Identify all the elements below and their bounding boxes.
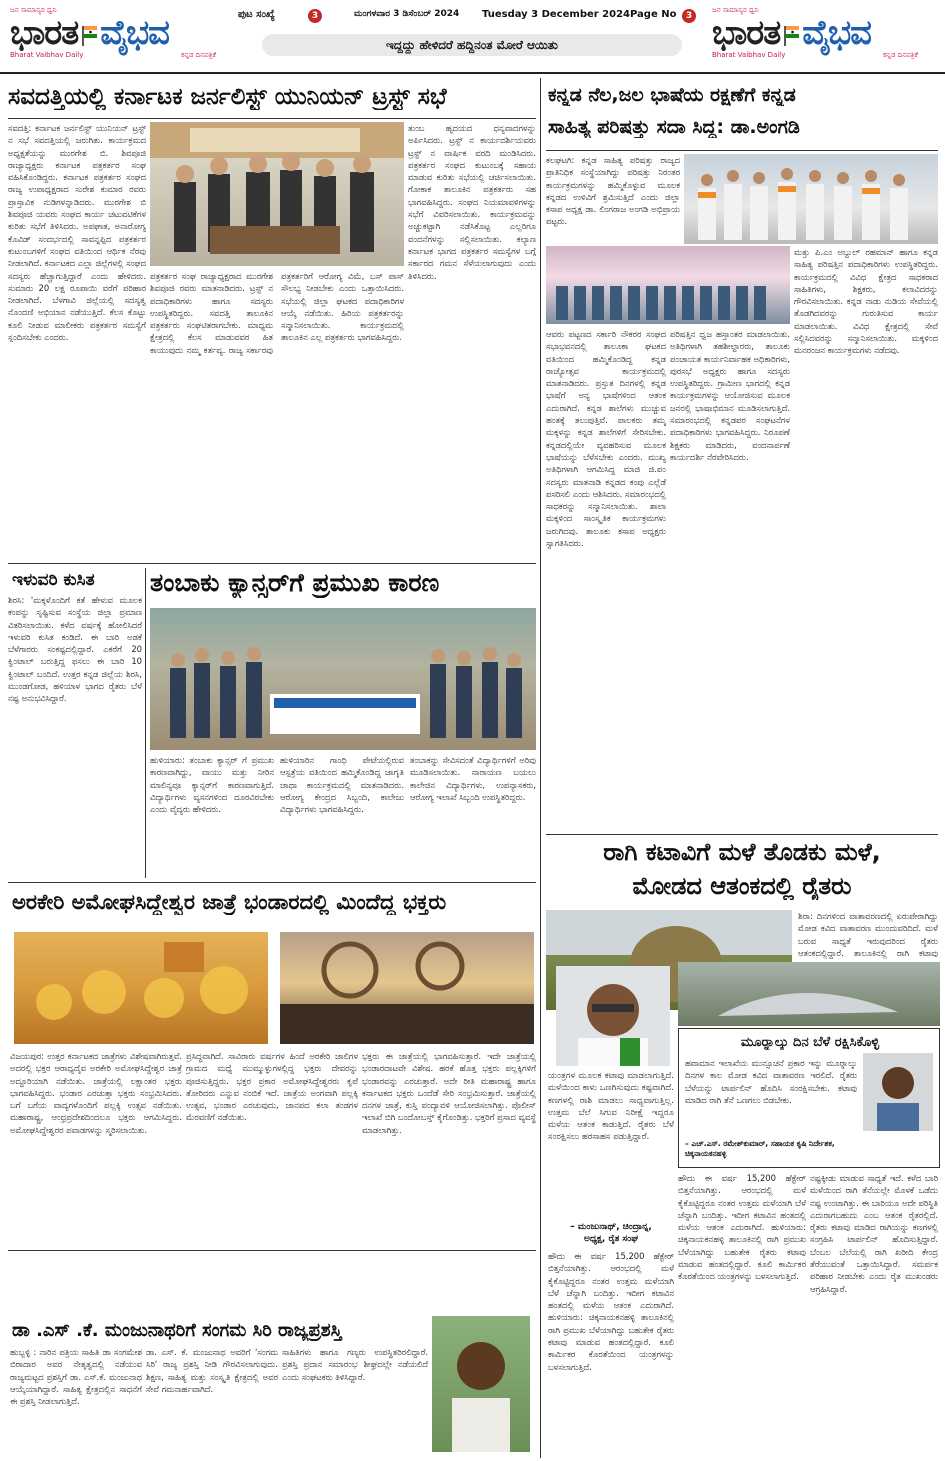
rule bbox=[8, 1250, 536, 1251]
news-photo bbox=[546, 246, 790, 324]
story-body: ನಷ್ಟಕ್ಕೀಡು ಮಾಡುವ ಸಾಧ್ಯತೆ ಇದೆ. ಕಳೆದ ಬಾರಿ ಮಳೆಯಿಂದ ರಾಗಿ ತೆನೆಯಲ್ಲೇ ಮೊಳಕೆ ಒಡೆದು ನಷ್ಟ ಉಂಟಾಗಿತ್ತು. ಈ ಬಾರಿಯೂ ಅದೇ ಪರಿಸ್ಥಿತಿ ಎದುರಾಗಬಹುದು ಎಂಬ ಆತಂಕ ರೈತರಲ್ಲಿದೆ. ರೈತರು ಕಟಾವು ಮಾಡಿದ ರಾಗಿಯನ್ನು ಕಣಗಳಲ್ಲಿ ಸಂಗ್ರಹಿಸಿ ಟಾರ್ಪಲಿನ್ ಹೊದಿಸುತ್ತಿದ್ದಾರೆ. ಬೆಂಬಲ ಬೆಲೆಯಲ್ಲಿ ರಾಗಿ ಖರೀದಿ ಕೇಂದ್ರ ತೆರೆಯುವಂತೆ ಒತ್ತಾಯಿಸಿದ್ದಾರೆ. ಸಮರ್ಪಕ ಪರಿಹಾರ ನೀಡಬೇಕು ಎಂದು ರೈತ ಮುಖಂಡರು ಆಗ್ರಹಿಸಿದ್ದಾರೆ. bbox=[810, 1173, 938, 1294]
story-body: ತಂಬಾಕನ್ನು ಸೇವಿಸದಂತೆ ವಿದ್ಯಾರ್ಥಿಗಳಿಗೆ ಅರಿವು ಮೂಡಿಸಲಾಯಿತು. ನಾರಾಯಣ ಬಯಲು ಕಾಲೇಜಿನ ವಿದ್ಯಾರ್ಥಿಗಳು, ಉಪನ್ಯಾಸಕರು, ಆರೋಗ್ಯ ಇಲಾಖೆ ಸಿಬ್ಬಂದಿ ಉಪಸ್ಥಿತರಿದ್ದರು. bbox=[410, 755, 536, 802]
news-photo bbox=[14, 932, 268, 1044]
story-headline-line1: ಕನ್ನಡ ನೆಲ,ಜಲ ಭಾಷೆಯ ರಕ್ಷಣೆಗೆ ಕನ್ನಡ bbox=[548, 84, 796, 106]
date-kn: ಮಂಗಳವಾರ 3 ಡಿಸೆಂಬರ್ 2024 bbox=[354, 9, 460, 19]
story-body: ಮತ್ತು ಪಿ.ಎಂ ಅಬ್ದುಲ್ ರಹಮಾನ್ ಹಾಗೂ ಕನ್ನಡ ಸಾಹಿತ್ಯ ಪರಿಷತ್ತಿನ ಪದಾಧಿಕಾರಿಗಳು ಉಪಸ್ಥಿತರಿದ್ದರು. ಕಾರ್ಯಕ್ರಮದಲ್ಲಿ ವಿವಿಧ ಕ್ಷೇತ್ರದ ಸಾಧಕರಾದ ಸಾಹಿತಿಗಳು, ಶಿಕ್ಷಕರು, ಕಲಾವಿದರನ್ನು ಗೌರವಿಸಲಾಯಿತು. ಕನ್ನಡ ನಾಡು ನುಡಿಯ ಸೇವೆಯಲ್ಲಿ ತೊಡಗಿದವರನ್ನು ಗುರುತಿಸುವ ಕಾರ್ಯ ಮಾಡಲಾಯಿತು. ವಿವಿಧ ಕ್ಷೇತ್ರದಲ್ಲಿ ಸೇವೆ ಸಲ್ಲಿಸಿದವರನ್ನು ಸನ್ಮಾನಿಸಲಾಯಿತು. ಮಕ್ಕಳಿಂದ ಮನರಂಜನ ಕಾರ್ಯಕ್ರಮಗಳು ನಡೆದವು. bbox=[794, 247, 938, 356]
stage-photo-illustration bbox=[684, 154, 938, 244]
rule bbox=[8, 882, 536, 883]
advice-title: ಮೂರ್‍ನಾಲ್ಕು ದಿನ ಬೆಳೆ ರಕ್ಷಿಸಿಕೊಳ್ಳಿ bbox=[740, 1035, 880, 1050]
column-divider bbox=[540, 78, 541, 1458]
news-photo bbox=[678, 962, 940, 1026]
logo-tagline: ಜನ ಸಾಮಾನ್ಯರ ಧ್ವನಿ bbox=[712, 6, 759, 14]
rule bbox=[8, 118, 536, 119]
story-headline: ಡಾ .ಎಸ್ .ಕೆ. ಮಂಜುನಾಥರಿಗೆ ಸಂಗಮ ಸಿರಿ ರಾಜ್ಯಪ್ರಶಸ್ತಿ bbox=[12, 1320, 342, 1341]
festival-photo-illustration bbox=[14, 932, 268, 1044]
quote-author: – ಮಂಜುನಾಥ್, ಚಿಂದ್ರಾನ್ನ, bbox=[570, 1222, 652, 1232]
news-photo bbox=[150, 608, 536, 750]
story-body: ಪರಿಷತ್ತಿನ ಧ್ವಜ ಹಸ್ತಾಂತರ ಮಾಡಲಾಯಿತು. ಅತಿಥಿಗಳಾಗಿ ತಹಶೀಲ್ದಾರರು, ತಾಲೂಕು ಪಂಚಾಯತ ಕಾರ್ಯನಿರ್ವಾಹಕ ಅಧಿಕಾರಿಗಳು, ಪುರಸಭೆ ಅಧ್ಯಕ್ಷರು ಹಾಗೂ ಸದಸ್ಯರು ಉಪಸ್ಥಿತರಿದ್ದರು. ಗ್ರಾಮೀಣ ಭಾಗದಲ್ಲಿ ಕನ್ನಡ ಕಾರ್ಯಕ್ರಮಗಳನ್ನು ಆಯೋಜಿಸುವ ಮೂಲಕ ಜನರಲ್ಲಿ ಭಾಷಾಭಿಮಾನ ಮೂಡಿಸಲಾಗುತ್ತಿದೆ. ಸಮಾರಂಭದಲ್ಲಿ ಕನ್ನಡಪರ ಸಂಘಟನೆಗಳ ಪದಾಧಿಕಾರಿಗಳು ಭಾಗವಹಿಸಿದ್ದರು. ನಿರೂಪಣೆ ಶಿಕ್ಷಕರು ಮಾಡಿದರು, ವಂದನಾರ್ಪಣೆ ಕಾರ್ಯದರ್ಶಿ ನೆರವೇರಿಸಿದರು. bbox=[670, 329, 790, 462]
story-body: ಪತ್ರಕರ್ತರ ಸಂಘ ರಾಜ್ಯಾಧ್ಯಕ್ಷರಾದ ಮುರಗೇಶ ಶಿವಪೂಜಿ ರವರು ಮಾತನಾಡಿದರು. ಟ್ರಸ್ಟ್ ನ ಪದಾಧಿಕಾರಿಗಳು ಹಾಗೂ ಸದಸ್ಯರು ಉಪಸ್ಥಿತರಿದ್ದರು. ಸವದತ್ತಿ ತಾಲೂಕಿನ ಪತ್ರಕರ್ತರು ಸಂಘಟಿತರಾಗಬೇಕು. ಮಾಧ್ಯಮ ಕ್ಷೇತ್ರದಲ್ಲಿ ಕೆಲಸ ಮಾಡುವವರ ಹಿತ ಕಾಯುವುದು ನಮ್ಮ ಕರ್ತವ್ಯ. ರಾಜ್ಯ ಸರ್ಕಾರವು ಪತ್ರಕರ್ತರಿಗೆ ಆರೋಗ್ಯ ವಿಮೆ, ಬಸ್ ಪಾಸ್ ಸೌಲಭ್ಯ ನೀಡಬೇಕು ಎಂದು ಒತ್ತಾಯಿಸಿದರು. ಸಭೆಯಲ್ಲಿ ಜಿಲ್ಲಾ ಘಟಕದ ಪದಾಧಿಕಾರಿಗಳ ಆಯ್ಕೆ ನಡೆಯಿತು. ಹಿರಿಯ ಪತ್ರಕರ್ತರನ್ನು ಸನ್ಮಾನಿಸಲಾಯಿತು. ಕಾರ್ಯಕ್ರಮದಲ್ಲಿ ತಾಲೂಕಿನ ಎಲ್ಲ ಪತ್ರಕರ್ತರು ಭಾಗವಹಿಸಿದ್ದರು. bbox=[150, 271, 404, 355]
story-body: ಹುಬ್ಬಳ್ಳಿ : ನಾರಿನ ಪತ್ರಿಯ ಸಾಹಿತಿ ಡಾ ಸಂಗಮೇಶ ಬಿರಾದಾರ ಅವರ ನೇತೃತ್ವದಲ್ಲಿ ನಡೆಯುವ ರಾಜ್ಯಮಟ್ಟದ ಪ್ರಶಸ್ತಿಗೆ ಡಾ. ಎಸ್.ಕೆ. ಮಂಜುನಾಥ ಆಯ್ಕೆಯಾಗಿದ್ದಾರೆ. ಸಾಹಿತ್ಯ ಕ್ಷೇತ್ರದಲ್ಲಿನ ಸಾಧನೆಗೆ ಈ ಪ್ರಶಸ್ತಿ ನೀಡಲಾಗುತ್ತಿದೆ. bbox=[10, 1347, 142, 1407]
portrait-photo bbox=[556, 966, 670, 1066]
story-body: ಹೌದು ಈ ವರ್ಷ 15,200 ಹೆಕ್ಟೇರ್ ಬಿತ್ತನೆಯಾಗಿತ್ತು. ಆರಂಭದಲ್ಲಿ ಮಳೆ ಕೈಕೊಟ್ಟಿದ್ದರೂ ನಂತರ ಉತ್ತಮ ಮಳೆಯಾಗಿ ಬೆಳೆ ಚೆನ್ನಾಗಿ ಬಂದಿತ್ತು. ಇದೀಗ ಕಟಾವಿನ ಹಂತದಲ್ಲಿ ಮಳೆಯ ಆತಂಕ ಎದುರಾಗಿದೆ. ಹುಳಿಯಾರು: ಚಿಕ್ಕನಾಯಕನಹಳ್ಳಿ ತಾಲೂಕಿನಲ್ಲಿ ರಾಗಿ ಪ್ರಮುಖ ಬೆಳೆಯಾಗಿದ್ದು ಬಹುತೇಕ ರೈತರು ಕಟಾವು ಮಾಡುವ ಹಂತದಲ್ಲಿದ್ದಾರೆ. ಕೂಲಿ ಕಾರ್ಮಿಕರ ಕೊರತೆಯಿಂದ ಯಂತ್ರಗಳನ್ನು ಬಳಸಲಾಗುತ್ತಿದೆ. bbox=[548, 1251, 674, 1372]
officer-portrait-illustration bbox=[863, 1053, 933, 1131]
logo-tagline: ಜನ ಸಾಮಾನ್ಯರ ಧ್ವನಿ bbox=[10, 6, 57, 14]
logo-name bbox=[10, 15, 230, 51]
story-headline: ತಂಬಾಕು ಕ್ಯಾನ್ಸರ್‌ಗೆ ಪ್ರಮುಖ ಕಾರಣ bbox=[150, 568, 440, 597]
flag-icon bbox=[782, 24, 800, 46]
portrait-illustration bbox=[432, 1316, 530, 1452]
story-body: ಶಿರಾ: ದಿನಗಳಿಂದ ವಾತಾವರಣದಲ್ಲಿ ಏರುಪೇರಾಗಿದ್ದು ಮೋಡ ಕವಿದ ವಾತಾವರಣ ಮುಂದುವರಿದಿದೆ. ಮಳೆ ಬರುವ ಸಾಧ್ಯತೆ ಇರುವುದರಿಂದ ರೈತರು ಆತಂಕದಲ್ಲಿದ್ದಾರೆ. ತಾಲೂಕಿನಲ್ಲಿ ರಾಗಿ ಕಟಾವು bbox=[798, 911, 938, 958]
story-body: ಕಲಘಟಗಿ: ಕನ್ನಡ ಸಾಹಿತ್ಯ ಪರಿಷತ್ತು ರಾಜ್ಯದ ಪ್ರಾತಿನಿಧಿಕ ಸಂಸ್ಥೆಯಾಗಿದ್ದು ಪರಿಷತ್ತು ನಿರಂತರ ಕಾರ್ಯಕ್ರಮಗಳನ್ನು ಹಮ್ಮಿಕೊಳ್ಳುವ ಮೂಲಕ ಕನ್ನಡದ ಉಳಿವಿಗೆ ಶ್ರಮಿಸುತ್ತಿದೆ ಎಂದು ಜಿಲ್ಲಾ ಕಸಾಪ ಅಧ್ಯಕ್ಷ ಡಾ. ಲಿಂಗರಾಜ ಅಂಗಡಿ ಅಭಿಪ್ರಾಯ ಪಟ್ಟರು. bbox=[546, 155, 680, 227]
page-label-en: Page No bbox=[630, 9, 677, 20]
story-body: ಭಕ್ತರು ಈ ಜಾತ್ರೆಯಲ್ಲಿ ಭಾಗವಹಿಸುತ್ತಾರೆ. ಇದೇ ಜಾತ್ರೆಯಲ್ಲಿ ಭಂಡಾರದಾಟವೇ ವಿಶೇಷ. ಹರಕೆ ಹೊತ್ತ ಭಕ್ತರು ಪಲ್ಲಕ್ಕಿಗಳಿಗೆ ಭಂಡಾರವನ್ನು ಎರಚುತ್ತಾರೆ. ಅದೇ ರೀತಿ ಮಹಾರಾಷ್ಟ್ರ ಹಾಗೂ ಕರ್ನಾಟಕದ ಭಕ್ತರು ಒಂದೆಡೆ ಸೇರಿ ಸಂಭ್ರಮಿಸುತ್ತಾರೆ. ಜಾತ್ರೆಯಲ್ಲಿ ದನಗಳ ಜಾತ್ರೆ, ಕುಸ್ತಿ ಪಂದ್ಯಾವಳಿ ಆಯೋಜಿಸಲಾಗಿತ್ತು. ಪೊಲೀಸ್ ಇಲಾಖೆ ಬಿಗಿ ಬಂದೋಬಸ್ತ್ ಕೈಗೊಂಡಿತ್ತು. ಭಕ್ತರಿಗೆ ಪ್ರಸಾದ ವ್ಯವಸ್ಥೆ ಮಾಡಲಾಗಿತ್ತು. bbox=[362, 1051, 536, 1135]
story-body: ಹುಳಿಯಾರಿನ ಗಾಂಧಿ ಪೇಟೆಯಲ್ಲಿರುವ ಆಸ್ಪತ್ರೆಯ ವತಿಯಿಂದ ಹಮ್ಮಿಕೊಂಡಿದ್ದ ಜಾಗೃತಿ ಜಾಥಾ ಕಾರ್ಯಕ್ರಮದಲ್ಲಿ ಮಾತನಾಡಿದರು. ಆರೋಗ್ಯ ಕೇಂದ್ರದ ಸಿಬ್ಬಂದಿ, ಕಾಲೇಜು ವಿದ್ಯಾರ್ಥಿಗಳು ಭಾಗವಹಿಸಿದ್ದರು. bbox=[280, 755, 404, 815]
story-body: ವಿಜಯಪುರ: ಉತ್ತರ ಕರ್ನಾಟಕದ ಜಾತ್ರೆಗಳು ವಿಶೇಷವಾಗಿರುತ್ತವೆ. ಅದರಲ್ಲಿ ಭಕ್ತರ ಆರಾಧ್ಯದೈವ ಅರಕೇರಿ ಅಮೋಘಸಿದ್ದೇಶ್ವರ ಜಾತ್ರೆ ಅದ್ಧೂರಿಯಾಗಿ ನಡೆಯಿತು. ಜಾತ್ರೆಯಲ್ಲಿ ಲಕ್ಷಾಂತರ ಭಕ್ತರು ಭಾಗವಹಿಸಿದ್ದರು. ಭಂಡಾರ ಎರಚುತ್ತಾ ಭಕ್ತರು ಸಂಭ್ರಮಿಸಿದರು. ಬಗೆ ಬಗೆಯ ವಾದ್ಯಗಳೊಂದಿಗೆ ಪಲ್ಲಕ್ಕಿ ಉತ್ಸವ ನಡೆಯಿತು. ಮಹಾರಾಷ್ಟ್ರ, ಆಂಧ್ರಪ್ರದೇಶದಿಂದಲೂ ಭಕ್ತರು ಆಗಮಿಸಿದ್ದರು. ಅಮೋಘಸಿದ್ದೇಶ್ವರರ ಪವಾಡಗಳನ್ನು ಸ್ಮರಿಸಲಾಯಿತು. bbox=[10, 1051, 182, 1135]
logo-name bbox=[712, 15, 932, 51]
rally-photo-illustration bbox=[150, 608, 536, 750]
news-photo bbox=[684, 154, 938, 244]
advice-author: – ಎಚ್.ಎಸ್. ರಮೇಶ್‌ಕುಮಾರ್, ಸಹಾಯಕ ಕೃಷಿ ನಿರ್ದೇಶಕ, ಚಿಕ್ಕನಾಯಕನಹಳ್ಳಿ bbox=[685, 1139, 835, 1158]
advice-box bbox=[678, 1028, 940, 1168]
flag-icon bbox=[80, 24, 98, 46]
masthead-slogan: ಇದ್ದದ್ದು ಹೇಳಿದರೆ ಹದ್ದಿನಂತ ಮೋರೆ ಆಯಿತು bbox=[262, 34, 682, 56]
column-divider bbox=[145, 568, 146, 878]
masthead bbox=[0, 0, 945, 74]
story-body: ಪ್ರಸಿದ್ಧವಾಗಿದೆ. ಸಾವಿರಾರು ವರ್ಷಗಳ ಹಿಂದೆ ಅರಕೇರಿ ಜಾಲಿಗಳ ಗ್ರಾಮದ ಮಧ್ಯೆ ಮುಮ್ಮುಳ್ಳುಗಳಲ್ಲಿದ್ದ ಭಕ್ತರು ದೇವರನ್ನು ಪೂಜಿಸುತ್ತಿದ್ದರು. ಭಕ್ತರ ಪ್ರಕಾರ ಅಮೋಘಸಿದ್ದೇಶ್ವರರು ಕೃಪೆ ತೋರಿದರು ಎನ್ನುವ ನಂಬಿಕೆ ಇದೆ. ಜಾತ್ರೆಯ ಅಂಗವಾಗಿ ಪಲ್ಲಕ್ಕಿ ಉತ್ಸವ, ಭಂಡಾರ ಎರಚುವುದು, ಜಾನಪದ ಕಲಾ ತಂಡಗಳ ಮೆರವಣಿಗೆ ನಡೆಯಿತು. bbox=[186, 1051, 358, 1123]
page-number-kn: 3 bbox=[308, 9, 322, 23]
header-info-strip bbox=[234, 6, 704, 26]
logo-sub-kn: ಕನ್ನಡ ದಿನಪತ್ರಿಕೆ bbox=[180, 51, 216, 59]
right-logo bbox=[712, 6, 932, 68]
story-body: ಹುಳಿಯಾರು: ತಂಬಾಕು ಕ್ಯಾನ್ಸರ್ ಗೆ ಪ್ರಮುಖ ಕಾರಣವಾಗಿದ್ದು, ವಾಯು ಮತ್ತು ನೀರಿನ ಮಾಲಿನ್ಯವೂ ಕ್ಯಾನ್ಸರ್‌ಗೆ ಕಾರಣವಾಗುತ್ತಿದೆ. ವಿದ್ಯಾರ್ಥಿಗಳು ವ್ಯಸನಗಳಿಂದ ದೂರವಿರಬೇಕು ಎಂದು ವೈದ್ಯರು ಹೇಳಿದರು. bbox=[150, 755, 274, 815]
story-body: ಡಾ. ಎಸ್. ಕೆ. ಮಂಜುನಾಥ ಅವರಿಗೆ 'ಸಂಗಮ ಸಿರಿ' ರಾಜ್ಯ ಪ್ರಶಸ್ತಿ ನೀಡಿ ಗೌರವಿಸಲಾಗುವುದು. ಶಿಕ್ಷಣ, ಸಾಹಿತ್ಯ ಮತ್ತು ಸಂಸ್ಕೃತಿ ಕ್ಷೇತ್ರದಲ್ಲಿ ಅವರ ಸೇವೆ ಗಮನಾರ್ಹವಾಗಿದೆ. bbox=[146, 1347, 278, 1394]
story-body: ಸಾಹಿತಿಗಳು ಹಾಗೂ ಗಣ್ಯರು ಉಪಸ್ಥಿತರಿರಲಿದ್ದಾರೆ. ಪ್ರಶಸ್ತಿ ಪ್ರದಾನ ಸಮಾರಂಭ ಶೀಘ್ರದಲ್ಲೇ ನಡೆಯಲಿದೆ ಎಂದು ಸಂಘಟಕರು ತಿಳಿಸಿದ್ದಾರೆ. bbox=[282, 1347, 428, 1382]
rule bbox=[8, 563, 536, 564]
story-body: ಆವರು ಪಟ್ಟಣದ ಸರ್ಕಾರಿ ನೌಕರರ ಸಂಘದ ಸಭಾಭವನದಲ್ಲಿ ತಾಲೂಕಾ ಘಟಕದ ವತಿಯಿಂದ ಹಮ್ಮಿಕೊಂಡಿದ್ದ ಕನ್ನಡ ರಾಜ್ಯೋತ್ಸವ ಕಾರ್ಯಕ್ರಮದಲ್ಲಿ ಮಾತನಾಡಿದರು. ಪ್ರಸ್ತುತ ದಿನಗಳಲ್ಲಿ ಕನ್ನಡ ಭಾಷೆಗೆ ಅನ್ಯ ಭಾಷೆಗಳಿಂದ ಆತಂಕ ಎದುರಾಗಿದೆ. ಕನ್ನಡ ಶಾಲೆಗಳು ಮುಚ್ಚುವ ಹಂತಕ್ಕೆ ತಲುಪುತ್ತಿವೆ. ಪಾಲಕರು ತಮ್ಮ ಮಕ್ಕಳನ್ನು ಕನ್ನಡ ಶಾಲೆಗಳಿಗೆ ಸೇರಿಸಬೇಕು. ಕನ್ನಡದಲ್ಲಿಯೇ ವ್ಯವಹರಿಸುವ ಮೂಲಕ ಭಾಷೆಯನ್ನು ಬೆಳೆಸಬೇಕು ಎಂದರು. ಮುಖ್ಯ ಅತಿಥಿಗಳಾಗಿ ಆಗಮಿಸಿದ್ದ ಮಾಜಿ ಜಿ.ಪಂ ಸದಸ್ಯರು ಮಾತನಾಡಿ ಕನ್ನಡದ ಕಂಪು ಎಲ್ಲೆಡೆ ಪಸರಿಸಲಿ ಎಂದು ಆಶಿಸಿದರು. ಸಮಾರಂಭದಲ್ಲಿ ಸಾಧಕರನ್ನು ಸನ್ಮಾನಿಸಲಾಯಿತು. ಶಾಲಾ ಮಕ್ಕಳಿಂದ ಸಾಂಸ್ಕೃತಿಕ ಕಾರ್ಯಕ್ರಮಗಳು ಜರುಗಿದವು. ತಾಲೂಕು ಕಸಾಪ ಅಧ್ಯಕ್ಷರು ಸ್ವಾಗತಿಸಿದರು. bbox=[546, 329, 666, 549]
page-label-kn: ಪುಟ ಸಂಖ್ಯೆ bbox=[238, 9, 275, 20]
children-photo-illustration bbox=[546, 246, 790, 324]
story-headline-line1: ರಾಗಿ ಕಟಾವಿಗೆ ಮಳೆ ತೊಡಕು ಮಳೆ, bbox=[603, 838, 881, 866]
logo-name-a: ಭಾರತ bbox=[10, 13, 79, 53]
farmer-portrait-illustration bbox=[556, 966, 670, 1066]
news-photo bbox=[280, 932, 534, 1044]
story-body: ಹೌದು ಈ ವರ್ಷ 15,200 ಹೆಕ್ಟೇರ್ ಬಿತ್ತನೆಯಾಗಿತ್ತು. ಆರಂಭದಲ್ಲಿ ಮಳೆ ಕೈಕೊಟ್ಟಿದ್ದರೂ ನಂತರ ಉತ್ತಮ ಮಳೆಯಾಗಿ ಬೆಳೆ ಚೆನ್ನಾಗಿ ಬಂದಿತ್ತು. ಇದೀಗ ಕಟಾವಿನ ಹಂತದಲ್ಲಿ ಮಳೆಯ ಆತಂಕ ಎದುರಾಗಿದೆ. ಹುಳಿಯಾರು: ಚಿಕ್ಕನಾಯಕನಹಳ್ಳಿ ತಾಲೂಕಿನಲ್ಲಿ ರಾಗಿ ಪ್ರಮುಖ ಬೆಳೆಯಾಗಿದ್ದು ಬಹುತೇಕ ರೈತರು ಕಟಾವು ಮಾಡುವ ಹಂತದಲ್ಲಿದ್ದಾರೆ. ಕೂಲಿ ಕಾರ್ಮಿಕರ ಕೊರತೆಯಿಂದ ಯಂತ್ರಗಳನ್ನು ಬಳಸಲಾಗುತ್ತಿದೆ. bbox=[678, 1173, 806, 1282]
story-headline-line2: ಮೋಡದ ಆತಂಕದಲ್ಲಿ ರೈತರು bbox=[632, 872, 852, 900]
logo-name-a: ಭಾರತ bbox=[712, 13, 781, 53]
date-en: Tuesday 3 December 2024 bbox=[482, 9, 631, 20]
logo-sub-en: Bharat Vaibhav Daily bbox=[10, 51, 84, 59]
advice-text: ಹವಾಮಾನ ಇಲಾಖೆಯ ಮುನ್ಸೂಚನೆ ಪ್ರಕಾರ ಇನ್ನು ಮೂರ್‍ನಾಲ್ಕು ದಿನಗಳ ಕಾಲ ಮೋಡ ಕವಿದ ವಾತಾವರಣ ಇರಲಿದೆ. ರೈತರು ಬೆಳೆಯನ್ನು ಟಾರ್ಪಲಿನ್ ಹೊದಿಸಿ ಸಂರಕ್ಷಿಸಬೇಕು. ಕಟಾವು ಮಾಡಿದ ರಾಗಿ ತೆನೆ ಒಣಗಲು ಬಿಡಬೇಕು. bbox=[685, 1058, 857, 1105]
sidebar-kicker: ಇಳುವರಿ ಕುಸಿತ bbox=[12, 570, 95, 590]
story-headline: ಅರಕೇರಿ ಅಮೋಘಸಿದ್ದೇಶ್ವರ ಜಾತ್ರೆ ಭಂಡಾರದಲ್ಲಿ ಮಿಂದೆದ್ದ ಭಕ್ತರು bbox=[12, 890, 447, 914]
farmer-quote: ಯಂತ್ರಗಳ ಮೂಲಕ ಕಟಾವು ಮಾಡಲಾಗುತ್ತಿದೆ. ಮಳೆಯಿಂದ ಕಾಳು ಒಣಗಿಸುವುದು ಕಷ್ಟವಾಗಿದೆ. ಕಣಗಳಲ್ಲಿ ರಾಶಿ ಮಾಡಲು ಸಾಧ್ಯವಾಗುತ್ತಿಲ್ಲ. ಉತ್ತಮ ಬೆಲೆ ಸಿಗುವ ನಿರೀಕ್ಷೆ ಇದ್ದರೂ ಮಳೆಯ ಆತಂಕ ಕಾಡುತ್ತಿದೆ. ರೈತರು ಬೆಳೆ ಸಂರಕ್ಷಿಸಲು ಹರಸಾಹಸ ಪಡುತ್ತಿದ್ದಾರೆ. bbox=[548, 1071, 674, 1143]
page-number-en: 3 bbox=[682, 9, 696, 23]
story-body: ಸವದತ್ತಿ: ಕರ್ನಾಟಕ ಜರ್ನಲಿಸ್ಟ್ ಯುನಿಯನ್ ಟ್ರಸ್ಟ್ ನ ಸಭೆ ಸವದತ್ತಿಯಲ್ಲಿ ಜರುಗಿತು. ಕಾರ್ಯಕ್ರಮದ ಅಧ್ಯಕ್ಷತೆಯನ್ನು ಮುರಗೇಶ ಬಿ. ಶಿವಪೂಜಿ ರಾಜ್ಯಾಧ್ಯಕ್ಷರು ಕರ್ನಾಟಕ ಪತ್ರಕರ್ತರ ಸಂಘ ವಹಿಸಿಕೊಂಡಿದ್ದರು. ಕರ್ನಾಟಕ ಪತ್ರಕರ್ತರ ಸಂಘದ ರಾಜ್ಯ ಉಪಾಧ್ಯಕ್ಷರಾದ ಸುರೇಶ ಕುಮಾರ ರವರು ಪ್ರಾಸ್ತಾವಿಕ ನುಡಿಗಳನ್ನಾಡಿದರು. ಮುರಗೇಶ ಬಿ ಶಿವಪೂಜಿ ಯವರು ಸಂಘದ ಕಾರ್ಯ ಚಟುವಟಿಕೆಗಳ ಕುರಿತು ಸಭೆಗೆ ತಿಳಿಸಿದರು. ಅಪಘಾತ, ಅನಾರೋಗ್ಯ ಕೊವಿಡ್ ಸಂದರ್ಭದಲ್ಲಿ ಸಾವನ್ನಪ್ಪಿದ ಪತ್ರಕರ್ತರ ಕುಟುಂಬಗಳಿಗೆ ಸಂಘದ ವತಿಯಿಂದ ಆರ್ಥಿಕ ನೆರವು ನೀಡಲಾಗಿದೆ. ಕರ್ನಾಟಕದ ಎಲ್ಲಾ ಜಿಲ್ಲೆಗಳಲ್ಲಿ ಸಂಘದ ಸದಸ್ಯರು ಹೆಚ್ಚಾಗುತ್ತಿದ್ದಾರೆ ಎಂದು ಹೇಳಿದರು. ಸುಮಾರು 20 ಲಕ್ಷ ರೂಪಾಯಿ ವರೆಗೆ ಪರಿಹಾರ ನೀಡಲಾಗಿದೆ. ಬೆಳಗಾವಿ ಜಿಲ್ಲೆಯಲ್ಲಿ ಸದಸ್ಯತ್ವ ನೊಂದಣಿ ಅಭಿಯಾನ ನಡೆಯುತ್ತಿದೆ. ಕೆಲಸ ಕೊಟ್ಟು ಕೂಲಿ ನೀಡುವ ಮಾಲೀಕರು ಪತ್ರಕರ್ತರ ಸಮಸ್ಯೆಗೆ ಸ್ಪಂದಿಸಬೇಕು ಎಂದರು. bbox=[8, 123, 146, 343]
rule bbox=[546, 150, 938, 151]
rule bbox=[546, 834, 938, 835]
crowd-photo-illustration bbox=[280, 932, 534, 1044]
logo-name-b: ವೈಭವ bbox=[100, 13, 170, 53]
meeting-photo-illustration bbox=[150, 122, 404, 266]
story-body: ಶಿರಸಿ: 'ಮಕ್ಕಳೊಂದಿಗೆ ಕತೆ ಹೇಳುವ ಮೂಲಕ ಕಂಪನ್ನು ಸೃಷ್ಟಿಸುವ ಸಂಸ್ಥೆಯ ಜಿಲ್ಲಾ ಪ್ರಮಾಣ ವಿತರಿಸಲಾಯಿತು. ಕಳೆದ ವರ್ಷಕ್ಕೆ ಹೋಲಿಸಿದರೆ ಇಳುವರಿ ಕುಸಿತ ಕಂಡಿದೆ. ಈ ಬಾರಿ ಅಡಕೆ ಬೆಳೆಗಾರರು ಸಂಕಷ್ಟದಲ್ಲಿದ್ದಾರೆ. ಎಕರೆಗೆ 20 ಕ್ವಿಂಟಾಲ್ ಬರುತ್ತಿದ್ದ ಫಸಲು ಈ ಬಾರಿ 10 ಕ್ವಿಂಟಾಲ್ ಬಂದಿದೆ. ಉತ್ತರ ಕನ್ನಡ ಜಿಲ್ಲೆಯ ಶಿರಸಿ, ಮುಂಡಗೋಡ, ಹಳಿಯಾಳ ಭಾಗದ ರೈತರು ಬೆಳೆ ನಷ್ಟ ಅನುಭವಿಸಿದ್ದಾರೆ. bbox=[8, 595, 142, 704]
story-headline: ಸವದತ್ತಿಯಲ್ಲಿ ಕರ್ನಾಟಕ ಜರ್ನಲಿಸ್ಟ್ ಯುನಿಯನ್ ಟ್ರಸ್ಟ್ ಸಭೆ bbox=[8, 84, 447, 110]
news-photo bbox=[150, 122, 404, 266]
quote-role: ಅಧ್ಯಕ್ಷ, ರೈತ ಸಂಘ bbox=[584, 1234, 638, 1244]
story-body: ತುಂಬ ಹೃದಯದ ಧನ್ಯವಾದಗಳನ್ನು ಅರ್ಪಿಸಿದರು. ಟ್ರಸ್ಟ್ ನ ಕಾರ್ಯದರ್ಶಿಯವರು ಟ್ರಸ್ಟ್ ನ ವಾರ್ಷಿಕ ವರದಿ ಮಂಡಿಸಿದರು. ಪತ್ರಕರ್ತರ ಸಂಘದ ಕುಟುಂಬಕ್ಕೆ ಸಹಾಯ ಮಾಡುವ ಕುರಿತು ಸಭೆಯಲ್ಲಿ ಚರ್ಚಿಸಲಾಯಿತು. ಗೋಕಾಕ ತಾಲೂಕಿನ ಪತ್ರಕರ್ತರು ಸಹ ಭಾಗವಹಿಸಿದ್ದರು. ಸಂಘದ ನಿಯಮಾವಳಿಗಳನ್ನು ಸಭೆಗೆ ವಿವರಿಸಲಾಯಿತು. ಕಾರ್ಯಕ್ರಮವನ್ನು ಅಚ್ಚುಕಟ್ಟಾಗಿ ನಡೆಸಿಕೊಟ್ಟ ಎಲ್ಲರಿಗೂ ವಂದನೆಗಳನ್ನು ಸಲ್ಲಿಸಲಾಯಿತು. ಕಲ್ಯಾಣ ಕರ್ನಾಟಕ ಭಾಗದ ಪತ್ರಕರ್ತರ ಸಮಸ್ಯೆಗಳ ಬಗ್ಗೆ ಸರ್ಕಾರದ ಗಮನ ಸೆಳೆಯಲಾಗುವುದು ಎಂದು ತಿಳಿಸಿದರು. bbox=[408, 123, 536, 281]
portrait-photo bbox=[863, 1053, 933, 1131]
logo-sub-en: Bharat Vaibhav Daily bbox=[712, 51, 786, 59]
logo-name-b: ವೈಭವ bbox=[802, 13, 872, 53]
logo-sub-kn: ಕನ್ನಡ ದಿನಪತ್ರಿಕೆ bbox=[882, 51, 918, 59]
portrait-photo bbox=[432, 1316, 530, 1452]
tarpaulin-photo-illustration bbox=[678, 962, 940, 1026]
left-logo bbox=[10, 6, 230, 68]
story-headline-line2: ಸಾಹಿತ್ಯ ಪರಿಷತ್ತು ಸದಾ ಸಿದ್ದ: ಡಾ.ಅಂಗಡಿ bbox=[548, 116, 800, 138]
